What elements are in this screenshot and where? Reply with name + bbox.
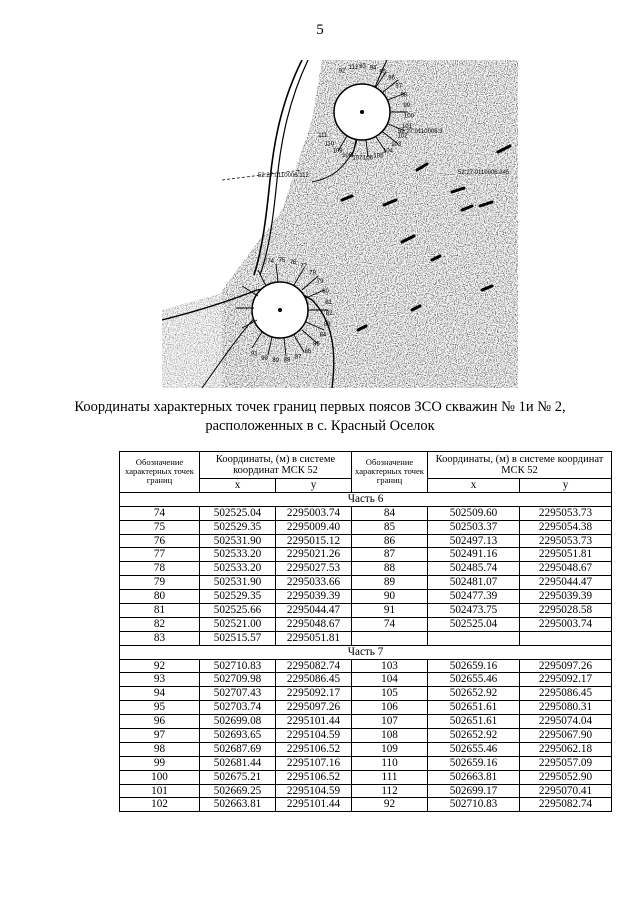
point-id: 102 (120, 798, 200, 812)
y-coord: 2295057.09 (520, 756, 612, 770)
x-coord: 502655.46 (428, 742, 520, 756)
point-label: 106 (363, 155, 374, 162)
header-y-left: у (276, 479, 352, 493)
point-label: 87 (294, 354, 302, 361)
point-label: 79 (316, 279, 324, 286)
point-id: 106 (352, 701, 428, 715)
point-id: 100 (120, 770, 200, 784)
x-coord: 502533.20 (200, 548, 276, 562)
y-coord: 2295009.40 (276, 520, 352, 534)
point-label: 107 (352, 155, 363, 162)
point-id: 77 (120, 548, 200, 562)
point-id: 74 (352, 617, 428, 631)
point-id: 86 (352, 534, 428, 548)
table-row (120, 673, 612, 687)
y-coord: 2295033.66 (276, 576, 352, 590)
point-id: 93 (120, 673, 200, 687)
point-label: 92 (338, 68, 346, 75)
point-label: 77 (300, 264, 307, 271)
point-id: 110 (352, 756, 428, 770)
table-caption (40, 398, 600, 436)
page-number: 5 (316, 22, 324, 38)
table-row (120, 729, 612, 743)
x-coord: 502509.60 (428, 506, 520, 520)
point-id: 108 (352, 729, 428, 743)
y-coord: 2295027.53 (276, 562, 352, 576)
y-coord: 2295052.90 (520, 770, 612, 784)
x-coord: 502651.61 (428, 715, 520, 729)
table-row (120, 798, 612, 812)
parcel-label-3: 52:27:0110006:245 (458, 170, 510, 176)
x-coord: 502533.20 (200, 562, 276, 576)
point-label: 105 (373, 153, 384, 160)
x-coord: 502693.65 (200, 729, 276, 743)
y-coord: 2295015.12 (276, 534, 352, 548)
point-label: 86 (304, 349, 312, 356)
table-row (120, 701, 612, 715)
point-label: 84 (319, 332, 327, 339)
point-id: 85 (352, 520, 428, 534)
point-id: 92 (352, 798, 428, 812)
x-coord: 502655.46 (428, 673, 520, 687)
x-coord: 502681.44 (200, 756, 276, 770)
x-coord: 502652.92 (428, 687, 520, 701)
y-coord: 2295101.44 (276, 798, 352, 812)
y-coord: 2295097.26 (276, 701, 352, 715)
point-label: 94 (369, 65, 377, 72)
point-label: 83 (323, 322, 331, 329)
y-coord: 2295028.58 (520, 604, 612, 618)
point-label: 82 (325, 311, 333, 318)
point-label: 101 (401, 123, 412, 130)
point-id: 111 (352, 770, 428, 784)
point-label: 108 (342, 153, 353, 160)
table-row (120, 506, 612, 520)
y-coord: 2295051.81 (276, 631, 352, 645)
header-x-right: х (428, 479, 520, 493)
y-coord: 2295107.16 (276, 756, 352, 770)
y-coord: 2295003.74 (276, 506, 352, 520)
point-id: 81 (120, 604, 200, 618)
point-label: 112 (348, 65, 359, 71)
y-coord: 2295080.31 (520, 701, 612, 715)
y-coord: 2295021.26 (276, 548, 352, 562)
point-id: 79 (120, 576, 200, 590)
table-row (120, 659, 612, 673)
point-label: 95 (379, 69, 387, 76)
table-row (120, 562, 612, 576)
y-coord: 2295054.38 (520, 520, 612, 534)
point-id: 83 (120, 631, 200, 645)
y-coord: 2295082.74 (276, 659, 352, 673)
x-coord: 502525.04 (428, 617, 520, 631)
x-coord: 502663.81 (428, 770, 520, 784)
y-coord: 2295044.47 (276, 604, 352, 618)
point-label: 90 (261, 355, 268, 362)
point-id: 75 (120, 520, 200, 534)
point-label: 85 (313, 341, 320, 348)
section-row (120, 492, 612, 506)
x-coord: 502531.90 (200, 576, 276, 590)
point-label: 100 (403, 113, 414, 120)
point-id: 92 (120, 659, 200, 673)
y-coord: 2295106.52 (276, 770, 352, 784)
x-coord: 502659.16 (428, 659, 520, 673)
y-coord: 2295097.26 (520, 659, 612, 673)
table-row (120, 520, 612, 534)
point-id: 96 (120, 715, 200, 729)
point-label: 99 (403, 102, 411, 109)
y-coord: 2295062.18 (520, 742, 612, 756)
x-coord: 502651.61 (428, 701, 520, 715)
point-label: 74 (267, 258, 274, 265)
point-id: 87 (352, 548, 428, 562)
x-coord: 502521.00 (200, 617, 276, 631)
point-id: 97 (120, 729, 200, 743)
point-label: 75 (278, 258, 286, 265)
header-coords-right: Координаты, (м) в системе координат МСК 52 (428, 452, 612, 479)
point-id: 99 (120, 756, 200, 770)
x-coord: 502529.35 (200, 520, 276, 534)
point-id: 90 (352, 590, 428, 604)
point-label: 89 (272, 357, 280, 364)
y-coord: 2295048.67 (276, 617, 352, 631)
point-id: 103 (352, 659, 428, 673)
point-id: 95 (120, 701, 200, 715)
header-point-right: Обозначение характерных точек границ (352, 452, 428, 493)
point-id: 89 (352, 576, 428, 590)
y-coord: 2295053.73 (520, 506, 612, 520)
x-coord: 502485.74 (428, 562, 520, 576)
point-id: 107 (352, 715, 428, 729)
x-coord: 502707.43 (200, 687, 276, 701)
point-label: 78 (309, 270, 316, 277)
y-coord: 2295104.59 (276, 729, 352, 743)
point-id: 112 (352, 784, 428, 798)
point-id: 74 (120, 506, 200, 520)
x-coord: 502525.04 (200, 506, 276, 520)
x-coord (428, 631, 520, 645)
y-coord: 2295039.39 (276, 590, 352, 604)
x-coord: 502531.90 (200, 534, 276, 548)
point-id: 98 (120, 742, 200, 756)
x-coord: 502529.35 (200, 590, 276, 604)
y-coord: 2295003.74 (520, 617, 612, 631)
parcel-label-2: 52:27:0110006:112 (258, 173, 309, 179)
point-label: 76 (289, 259, 297, 266)
section-row (120, 645, 612, 659)
point-id: 109 (352, 742, 428, 756)
x-coord: 502491.16 (428, 548, 520, 562)
table-row (120, 590, 612, 604)
y-coord: 2295104.59 (276, 784, 352, 798)
table-row (120, 534, 612, 548)
point-label: 104 (382, 148, 393, 155)
x-coord: 502699.08 (200, 715, 276, 729)
point-label: 111 (318, 133, 328, 139)
table-row (120, 784, 612, 798)
point-id: 104 (352, 673, 428, 687)
y-coord: 2295048.67 (520, 562, 612, 576)
x-coord: 502687.69 (200, 742, 276, 756)
x-coord: 502481.07 (428, 576, 520, 590)
point-label: 110 (324, 141, 335, 148)
header-y-right: у (520, 479, 612, 493)
x-coord: 502709.98 (200, 673, 276, 687)
point-label: 109 (332, 148, 343, 155)
point-label: 81 (325, 299, 332, 306)
x-coord: 502473.75 (428, 604, 520, 618)
x-coord: 502497.13 (428, 534, 520, 548)
point-label: 88 (283, 357, 291, 364)
y-coord: 2295106.52 (276, 742, 352, 756)
coordinates-table (119, 451, 612, 812)
parcel-label-1: 52:27:0110006:3 (398, 129, 443, 135)
table-row (120, 576, 612, 590)
table-row (120, 770, 612, 784)
section-title: Часть 6 (120, 492, 612, 506)
y-coord: 2295070.41 (520, 784, 612, 798)
table-row (120, 756, 612, 770)
cadastral-map (162, 60, 518, 388)
y-coord: 2295082.74 (520, 798, 612, 812)
table-row (120, 742, 612, 756)
point-id: 84 (352, 506, 428, 520)
point-label: 93 (359, 64, 366, 70)
point-id: 94 (120, 687, 200, 701)
point-label: 97 (395, 83, 403, 90)
point-label: 91 (251, 351, 258, 358)
caption-line-2: расположенных в с. Красный Оселок (205, 418, 435, 434)
table-row (120, 715, 612, 729)
y-coord: 2295039.39 (520, 590, 612, 604)
y-coord: 2295044.47 (520, 576, 612, 590)
y-coord (520, 631, 612, 645)
x-coord: 502477.39 (428, 590, 520, 604)
y-coord: 2295086.45 (520, 687, 612, 701)
x-coord: 502659.16 (428, 756, 520, 770)
x-coord: 502710.83 (428, 798, 520, 812)
coordinates-body (120, 492, 612, 811)
x-coord: 502663.81 (200, 798, 276, 812)
y-coord: 2295101.44 (276, 715, 352, 729)
table-row (120, 548, 612, 562)
x-coord: 502525.66 (200, 604, 276, 618)
x-coord: 502699.17 (428, 784, 520, 798)
table-row (120, 631, 612, 645)
point-label: 102 (397, 133, 408, 140)
x-coord: 502515.57 (200, 631, 276, 645)
point-id: 88 (352, 562, 428, 576)
x-coord: 502703.74 (200, 701, 276, 715)
section-title: Часть 7 (120, 645, 612, 659)
header-coords-left: Координаты, (м) в системе координат МСК 52 (200, 452, 352, 479)
x-coord: 502652.92 (428, 729, 520, 743)
point-label: 96 (388, 75, 395, 82)
x-coord: 502669.25 (200, 784, 276, 798)
header-point-left: Обозначение характерных точек границ (120, 452, 200, 493)
x-coord: 502675.21 (200, 770, 276, 784)
caption-line-1: Координаты характерных точек границ первых поясов ЗСО скважин № 1и № 2, (74, 399, 566, 415)
table-row (120, 617, 612, 631)
point-id (352, 631, 428, 645)
point-id: 78 (120, 562, 200, 576)
point-id: 105 (352, 687, 428, 701)
y-coord: 2295053.73 (520, 534, 612, 548)
header-x-left: х (200, 479, 276, 493)
point-label: 80 (322, 289, 329, 295)
y-coord: 2295074.04 (520, 715, 612, 729)
y-coord: 2295086.45 (276, 673, 352, 687)
point-id: 76 (120, 534, 200, 548)
point-label: 98 (400, 92, 408, 99)
y-coord: 2295092.17 (276, 687, 352, 701)
point-label: 103 (391, 142, 402, 148)
point-id: 82 (120, 617, 200, 631)
point-id: 80 (120, 590, 200, 604)
point-id: 101 (120, 784, 200, 798)
table-row (120, 604, 612, 618)
y-coord: 2295067.90 (520, 729, 612, 743)
x-coord: 502503.37 (428, 520, 520, 534)
table-row (120, 687, 612, 701)
point-id: 91 (352, 604, 428, 618)
y-coord: 2295092.17 (520, 673, 612, 687)
y-coord: 2295051.81 (520, 548, 612, 562)
x-coord: 502710.83 (200, 659, 276, 673)
